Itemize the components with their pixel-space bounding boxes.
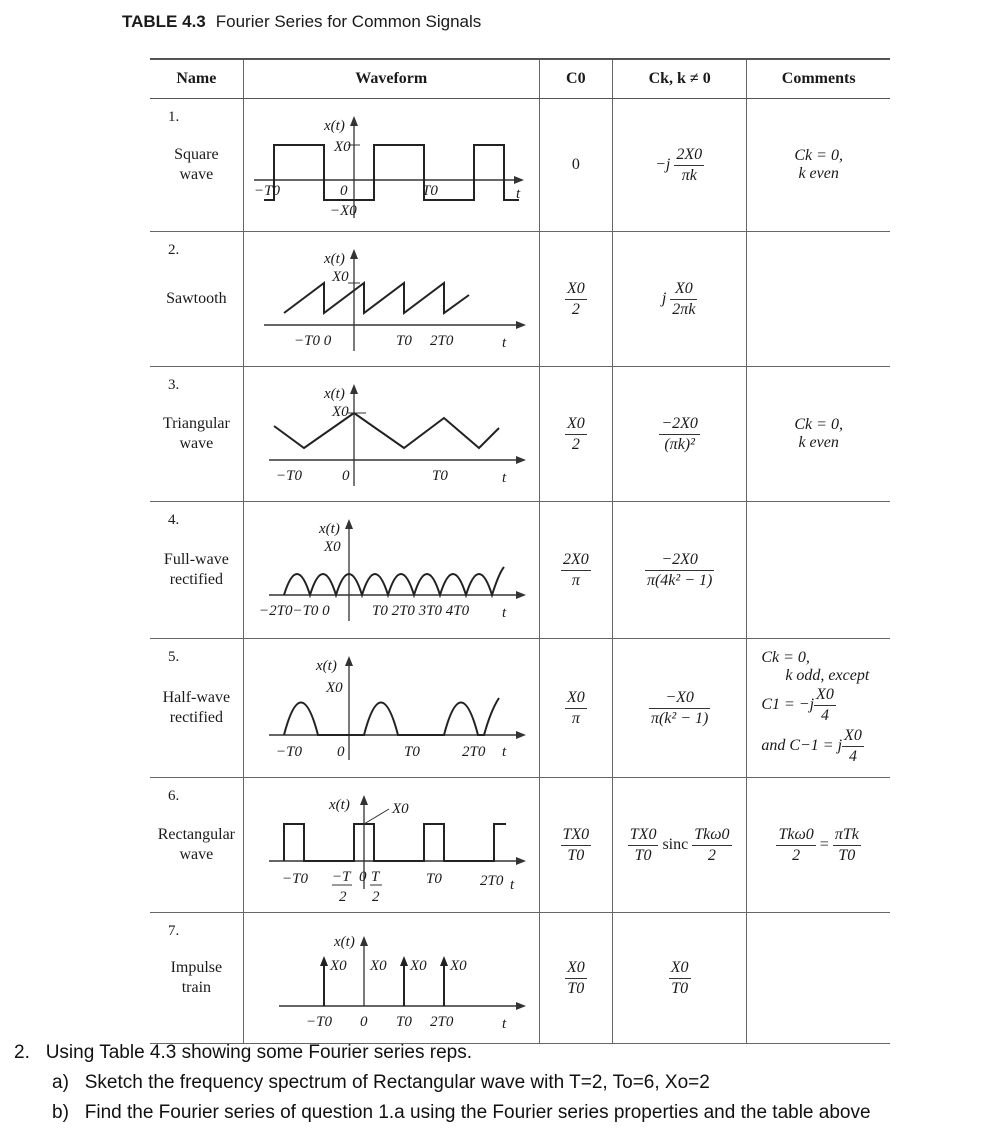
c0-denominator: 2 [571,435,580,453]
full-wave-rectified-plot [244,503,539,637]
name-line: rectified [169,709,223,726]
table-row [150,367,890,502]
ck-value [612,913,746,1044]
c0-fraction [565,958,587,999]
tick-label-t0: T0 [395,1014,412,1030]
signal-name [150,778,243,913]
signal-name [150,913,243,1044]
ck-denominator: (πk)² [664,435,695,453]
amplitude-label: X0 [331,404,349,420]
comment [747,913,890,1044]
amplitude-label: X0 [333,139,351,155]
name-line: Half-wave [162,689,231,706]
name-line: wave [179,846,214,863]
waveform-cell [243,99,539,232]
rectangular-wave-plot [244,779,539,911]
ck-denominator: π(k² − 1) [650,709,709,727]
header-c0: C0 [539,59,612,99]
tick-label-neg-t0: −T0 [281,871,308,887]
amplitude-label: X0 [369,958,387,974]
ck-value [612,778,746,913]
neg-amplitude-label: −X0 [329,203,357,219]
waveform-cell [243,913,539,1044]
name-line: train [181,979,212,996]
ck-fraction [674,145,704,186]
table-label: TABLE 4.3 [122,12,206,31]
ck-fraction-2 [692,825,731,866]
waveform-cell [243,639,539,778]
c0-denominator: T0 [567,979,585,997]
tick-label-zero: 0 [359,1014,368,1030]
comment-fraction [814,685,836,726]
tick-label-neg: −2T0−T0 0 [258,603,330,619]
amplitude-label: X0 [331,269,349,285]
axis-label-t: t [501,605,506,621]
tick-label-neg: −T0 0 [293,333,331,349]
ck-fraction [669,958,691,999]
name-line: Impulse [170,959,223,976]
tick-label-2t0: 2T0 [461,744,486,760]
axis-label-xt: x(t) [323,386,345,402]
c0-value [539,232,612,367]
c0-numerator: 2X0 [561,550,591,571]
half-wave-rectified-plot [244,640,539,776]
ck-value [612,639,746,778]
ck-prefix: −j [655,155,671,173]
header-ck: Ck, k ≠ 0 [612,59,746,99]
row-number: 7. [168,923,180,939]
name-line: Sawtooth [166,290,227,307]
signal-name [150,367,243,502]
comment-fraction [842,726,864,767]
signal-name [150,99,243,232]
table-title: Fourier Series for Common Signals [215,12,482,31]
tick-label-2t0: 2T0 [479,873,504,889]
ck-prefix: j [661,289,667,307]
amplitude-label: X0 [449,958,467,974]
axis-label-xt: x(t) [323,118,345,134]
name-line: wave [179,166,214,183]
c0-denominator: T0 [567,846,585,864]
row-number: 1. [168,109,180,125]
ck-numerator: 2X0 [674,145,704,166]
c0-fraction [565,414,587,455]
table-row [150,232,890,367]
comment-line: Ck = 0, [794,416,843,433]
ck-fraction [659,414,700,455]
comment-line: k even [798,434,839,451]
axis-label-t: t [515,186,520,202]
amplitude-label: X0 [329,958,347,974]
comment [747,232,890,367]
axis-label-xt: x(t) [328,797,350,813]
comment [747,778,890,913]
name-line: wave [179,435,214,452]
question-line [14,1042,472,1064]
table-row [150,639,890,778]
c0-value [539,639,612,778]
part-a-label: a) [52,1072,69,1093]
square-wave-plot [244,100,539,230]
name-line: Square [174,146,219,163]
ck-value [612,502,746,639]
comment-denominator: 2 [792,846,801,864]
c0-denominator: π [571,709,580,727]
tick-label-neg-t0: −T0 [275,744,302,760]
waveform-cell [243,367,539,502]
c0-value [539,502,612,639]
impulse-train-plot [244,914,539,1042]
c0-fraction [565,279,587,320]
ck-value [612,99,746,232]
name-line: Full-wave [163,551,229,568]
c0-value [539,913,612,1044]
ck-numerator: −2X0 [659,414,700,435]
row-number: 5. [168,649,180,665]
header-name: Name [150,59,243,99]
table-caption [122,12,481,32]
comment-numerator: Tkω0 [776,825,815,846]
signal-name [150,232,243,367]
ck-fraction [649,688,710,729]
tick-label-t0: T0 [395,333,412,349]
c0-value [539,99,612,232]
comment-line: and C−1 = j [761,737,843,755]
question-text: Using Table 4.3 showing some Fourier series reps. [45,1042,472,1063]
c0-numerator: TX0 [561,825,592,846]
row-number: 4. [168,512,180,528]
comment-line: Ck = 0, [794,147,843,164]
question-number: 2. [14,1042,30,1063]
row-number: 6. [168,788,180,804]
signal-name [150,502,243,639]
tick-label-zero: 0 [358,869,367,885]
comment-denominator: 4 [848,748,857,765]
ck-numerator: X0 [669,958,691,979]
tick-label-2t0: 2T0 [429,1014,454,1030]
part-a-text: Sketch the frequency spectrum of Rectangular wave with T=2, To=6, Xo=2 [84,1072,710,1093]
ck-denominator: T0 [671,979,689,997]
tick-label-t-half: T [370,869,380,885]
comment-line: k even [798,165,839,182]
tick-label-zero: 0 [336,744,345,760]
part-b-text: Find the Fourier series of question 1.a using the Fourier series properties and the table above [84,1102,871,1123]
tick-label-neg-t0: −T0 [253,183,280,199]
ck-denominator: T0 [634,846,652,864]
c0-numerator: X0 [565,279,587,300]
ck-numerator-2: Tkω0 [692,825,731,846]
comment-numerator: X0 [842,726,864,747]
sinc-label: sinc [662,835,689,853]
amplitude-label: X0 [323,539,341,555]
c0-value [539,778,612,913]
header-comments: Comments [747,59,890,99]
tick-label-t0: T0 [425,871,442,887]
part-b-label: b) [52,1102,69,1123]
ck-value [612,367,746,502]
amplitude-label: X0 [325,680,343,696]
comment-equals: = [819,835,829,853]
axis-label-t: t [501,1016,506,1032]
waveform-cell [243,232,539,367]
tick-label-pos: T0 2T0 3T0 4T0 [371,603,469,619]
comment [747,367,890,502]
ck-denominator-2: 2 [707,846,716,864]
ck-numerator: TX0 [628,825,659,846]
header-row [150,59,890,99]
table-row [150,99,890,232]
waveform-cell [243,778,539,913]
tick-label-t0: T0 [403,744,420,760]
name-line: rectified [169,571,223,588]
table-row [150,913,890,1044]
c0-fraction [565,688,587,729]
question-part-b [52,1102,871,1124]
tick-label-zero: 0 [341,468,350,484]
question-part-a [52,1072,710,1094]
c0-fraction [561,825,592,866]
ck-denominator: 2πk [672,300,696,318]
signal-name [150,639,243,778]
tick-label-neg-t0: −T0 [305,1014,332,1030]
tick-label-zero: 0 [339,183,348,199]
comment [747,639,890,778]
amplitude-label: X0 [391,801,409,817]
waveform-cell [243,502,539,639]
tick-label-t0: T0 [431,468,448,484]
c0-fraction [561,550,591,591]
c0-text: 0 [571,156,580,173]
c0-numerator: X0 [565,414,587,435]
ck-fraction [645,550,714,591]
ck-fraction [628,825,659,866]
tick-label-neg-t0: −T0 [275,468,302,484]
axis-label-xt: x(t) [318,521,340,537]
axis-label-t: t [501,744,506,760]
comment-numerator: πTk [833,825,861,846]
c0-value [539,367,612,502]
c0-numerator: X0 [565,958,587,979]
row-number: 3. [168,377,180,393]
axis-label-t: t [501,470,506,486]
ck-numerator: X0 [670,279,697,300]
name-line: Triangular [162,415,230,432]
tick-label-t0: T0 [421,183,438,199]
c0-numerator: X0 [565,688,587,709]
axis-label-t: t [509,877,514,893]
comment-fraction [833,825,861,866]
comment-line: k odd, except [785,667,870,684]
ck-numerator: −2X0 [645,550,714,571]
comment-line: C1 = −j [761,696,815,714]
row-number: 2. [168,242,180,258]
ck-denominator: π(4k² − 1) [646,571,713,589]
tick-label-two: 2 [338,889,347,905]
c0-denominator: 2 [571,300,580,318]
c0-denominator: π [571,571,580,589]
sawtooth-plot [244,233,539,365]
triangular-wave-plot [244,368,539,500]
axis-label-t: t [501,335,506,351]
ck-fraction [670,279,697,320]
table-row [150,778,890,913]
table-row [150,502,890,639]
comment-denominator: 4 [820,707,829,724]
axis-label-xt: x(t) [315,658,337,674]
header-waveform: Waveform [243,59,539,99]
amplitude-label: X0 [409,958,427,974]
tick-label-two: 2 [371,889,380,905]
comment-fraction [776,825,815,866]
tick-label-neg-t-half: −T [331,869,351,885]
comment-denominator: T0 [838,846,856,864]
comment-numerator: X0 [814,685,836,706]
name-line: Rectangular [157,826,235,843]
ck-numerator: −X0 [649,688,710,709]
fourier-series-table [150,58,890,1044]
comment-line: Ck = 0, [761,649,810,666]
comment [747,99,890,232]
tick-label-2t0: 2T0 [429,333,454,349]
ck-value [612,232,746,367]
axis-label-xt: x(t) [333,934,355,950]
comment [747,502,890,639]
axis-label-xt: x(t) [323,251,345,267]
ck-denominator: πk [681,166,697,184]
